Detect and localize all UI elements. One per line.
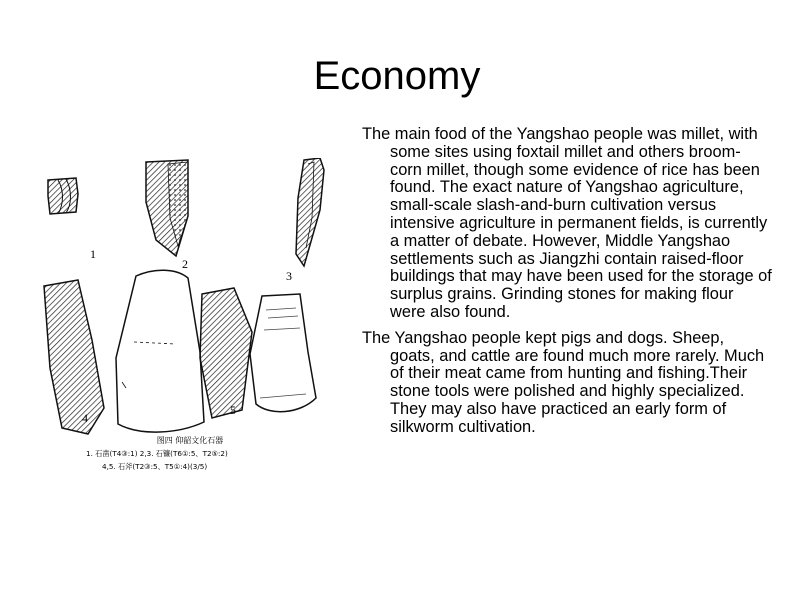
tool-4-axe: [44, 280, 104, 434]
paragraph-agriculture: The main food of the Yangshao people was millet, with some sites using foxtail millet and others broom-corn millet, though some evidence of rice has been found. The exact nature of Yangshao agriculture, small-scale slash-and-burn cultivation versus intensive agriculture in permanent fields, is currently a matter of debate. However, Middle Yangshao settlements such as Jiangzhi contain raised-floor buildings that may have been used for the storage of surplus grains. Grinding stones for making flour were also found.: [362, 125, 772, 321]
stone-tools-illustration: [38, 158, 342, 494]
body-text: [362, 126, 772, 445]
tool-5-axe-outline: [116, 270, 204, 432]
figure-caption-line-2: 4,5. 石斧(T2③:5、T5①:4)(3/5): [102, 462, 208, 471]
tool-2-sickle: [146, 160, 188, 256]
figure-caption-line-1: 1. 石凿(T4③:1) 2,3. 石镰(T6①:5、T2⑤:2): [86, 449, 228, 458]
figure-label-4: 4: [82, 411, 88, 425]
tool-3-sickle: [296, 158, 324, 266]
slide-title: Economy: [313, 54, 481, 98]
figure-caption-title: 图四 仰韶文化石器: [156, 436, 224, 445]
figure-label-5: 5: [230, 403, 236, 417]
figure-label-1: 1: [90, 247, 96, 261]
tool-5-axe-profile: [200, 288, 252, 418]
tool-1-chisel: [48, 178, 78, 214]
tool-5-axe-face: [250, 294, 316, 412]
figure-label-2: 2: [182, 257, 188, 271]
stone-tools-drawing: [38, 158, 342, 494]
paragraph-livestock: The Yangshao people kept pigs and dogs. Sheep, goats, and cattle are found much more rarely. Much of their meat came from hunting and fishing.Their stone tools were polished and highly specialized. They may also have practiced an early form of silkworm cultivation.: [362, 328, 765, 436]
figure-label-3: 3: [286, 269, 292, 283]
